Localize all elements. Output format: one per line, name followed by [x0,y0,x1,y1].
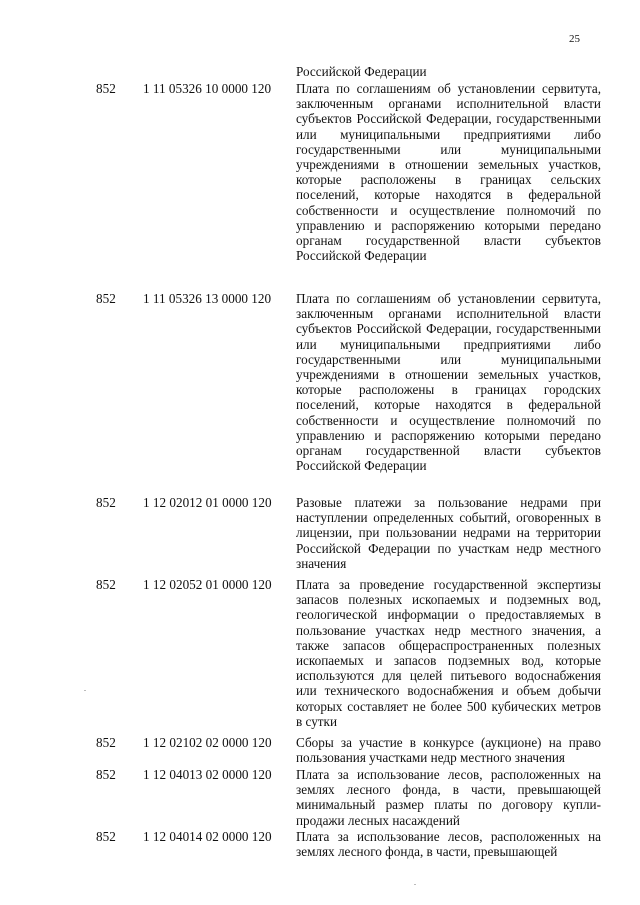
admin-code: 852 [96,81,116,96]
admin-code: 852 [96,767,116,782]
admin-code: 852 [96,577,116,592]
row-description: Плата по соглашениям об установлении сервитута, заключенным органами исполнительной власти субъектов Российской Федерации, государственными или муниципальными предприятиями либо государственными или муниципальными учреждениями в отношении земельных участков, которые расположены в границах сельских поселений, которые находятся в федеральной собственности и осуществление полномочий по управлению и распоряжению которыми передано органам государственной власти субъектов Российской Федерации [296,81,601,264]
row-description: Плата за использование лесов, расположенных на землях лесного фонда, в части, превышающей [296,829,601,860]
row-description: Плата за проведение государственной экспертизы запасов полезных ископаемых и подземных вод, геологической информации о предоставляемых в пользование участках недр местного значения, а также запасов общераспространенных полезных ископаемых и запасов подземных вод, которые используются для целей питьевого водоснабжения или технического водоснабжения и объем добычи которых составляет не более 500 кубических метров в сутки [296,577,601,729]
scan-speck [84,690,86,691]
scan-speck [414,884,416,885]
kbk-code: 1 12 02052 01 0000 120 [143,577,272,592]
continuation-text: Российской Федерации [296,64,427,79]
page-number: 25 [569,33,580,45]
kbk-code: 1 12 02012 01 0000 120 [143,495,272,510]
kbk-code: 1 11 05326 13 0000 120 [143,291,272,306]
row-description: Сборы за участие в конкурсе (аукционе) на право пользования участками недр местного значения [296,735,601,766]
row-description: Плата за использование лесов, расположенных на землях лесного фонда, в части, превышающей минимальный размер платы по договору купли-продажи лесных насаждений [296,767,601,828]
kbk-code: 1 12 04014 02 0000 120 [143,829,272,844]
admin-code: 852 [96,735,116,750]
row-description: Разовые платежи за пользование недрами при наступлении определенных событий, оговоренных в лицензии, при пользовании недрами на территории Российской Федерации по участкам недр местного значения [296,495,601,571]
admin-code: 852 [96,829,116,844]
kbk-code: 1 11 05326 10 0000 120 [143,81,272,96]
admin-code: 852 [96,495,116,510]
row-description: Плата по соглашениям об установлении сервитута, заключенным органами исполнительной власти субъектов Российской Федерации, государственными или муниципальными предприятиями либо государственными или муниципальными учреждениями в отношении земельных участков, которые расположены в границах городских поселений, которые находятся в федеральной собственности и осуществление полномочий по управлению и распоряжению которыми передано органам государственной власти субъектов Российской Федерации [296,291,601,474]
admin-code: 852 [96,291,116,306]
kbk-code: 1 12 02102 02 0000 120 [143,735,272,750]
kbk-code: 1 12 04013 02 0000 120 [143,767,272,782]
